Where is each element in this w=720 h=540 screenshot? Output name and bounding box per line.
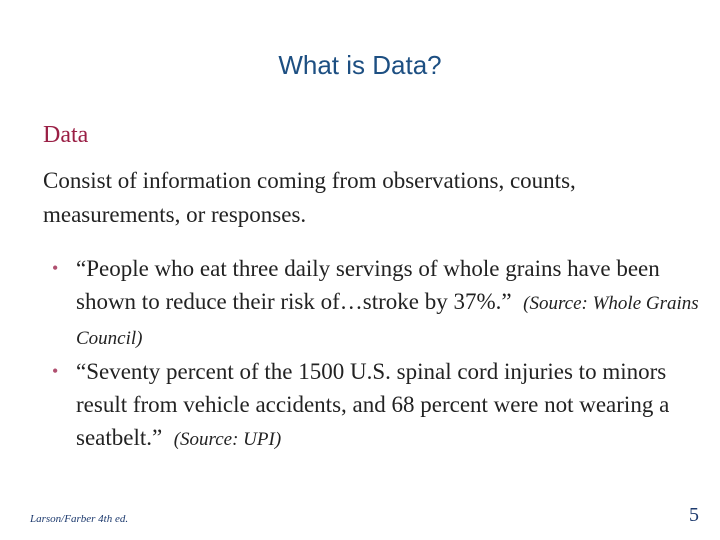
example-item	[52, 252, 712, 355]
footer-credit: Larson/Farber 4th ed.	[30, 513, 129, 525]
page-number: 5	[689, 504, 699, 526]
example-quote: “People who eat three daily servings of whole grains have been shown to reduce their risk of…stroke by 37%.”	[76, 256, 660, 314]
bullet-icon: •	[52, 361, 59, 381]
example-quote: “Seventy percent of the 1500 U.S. spinal cord injuries to minors result from vehicle accidents, and 68 percent were not wearing a seatbelt.”	[76, 359, 670, 450]
example-list	[52, 252, 712, 456]
term-definition: Consist of information coming from observations, counts, measurements, or responses.	[43, 168, 576, 227]
slide-title: What is Data?	[278, 50, 442, 80]
example-item	[52, 355, 712, 456]
bullet-icon: •	[52, 258, 59, 278]
example-source: (Source: Whole Grains Council)	[76, 293, 699, 349]
term-heading: Data	[43, 122, 89, 148]
example-source: (Source: UPI)	[173, 429, 282, 450]
